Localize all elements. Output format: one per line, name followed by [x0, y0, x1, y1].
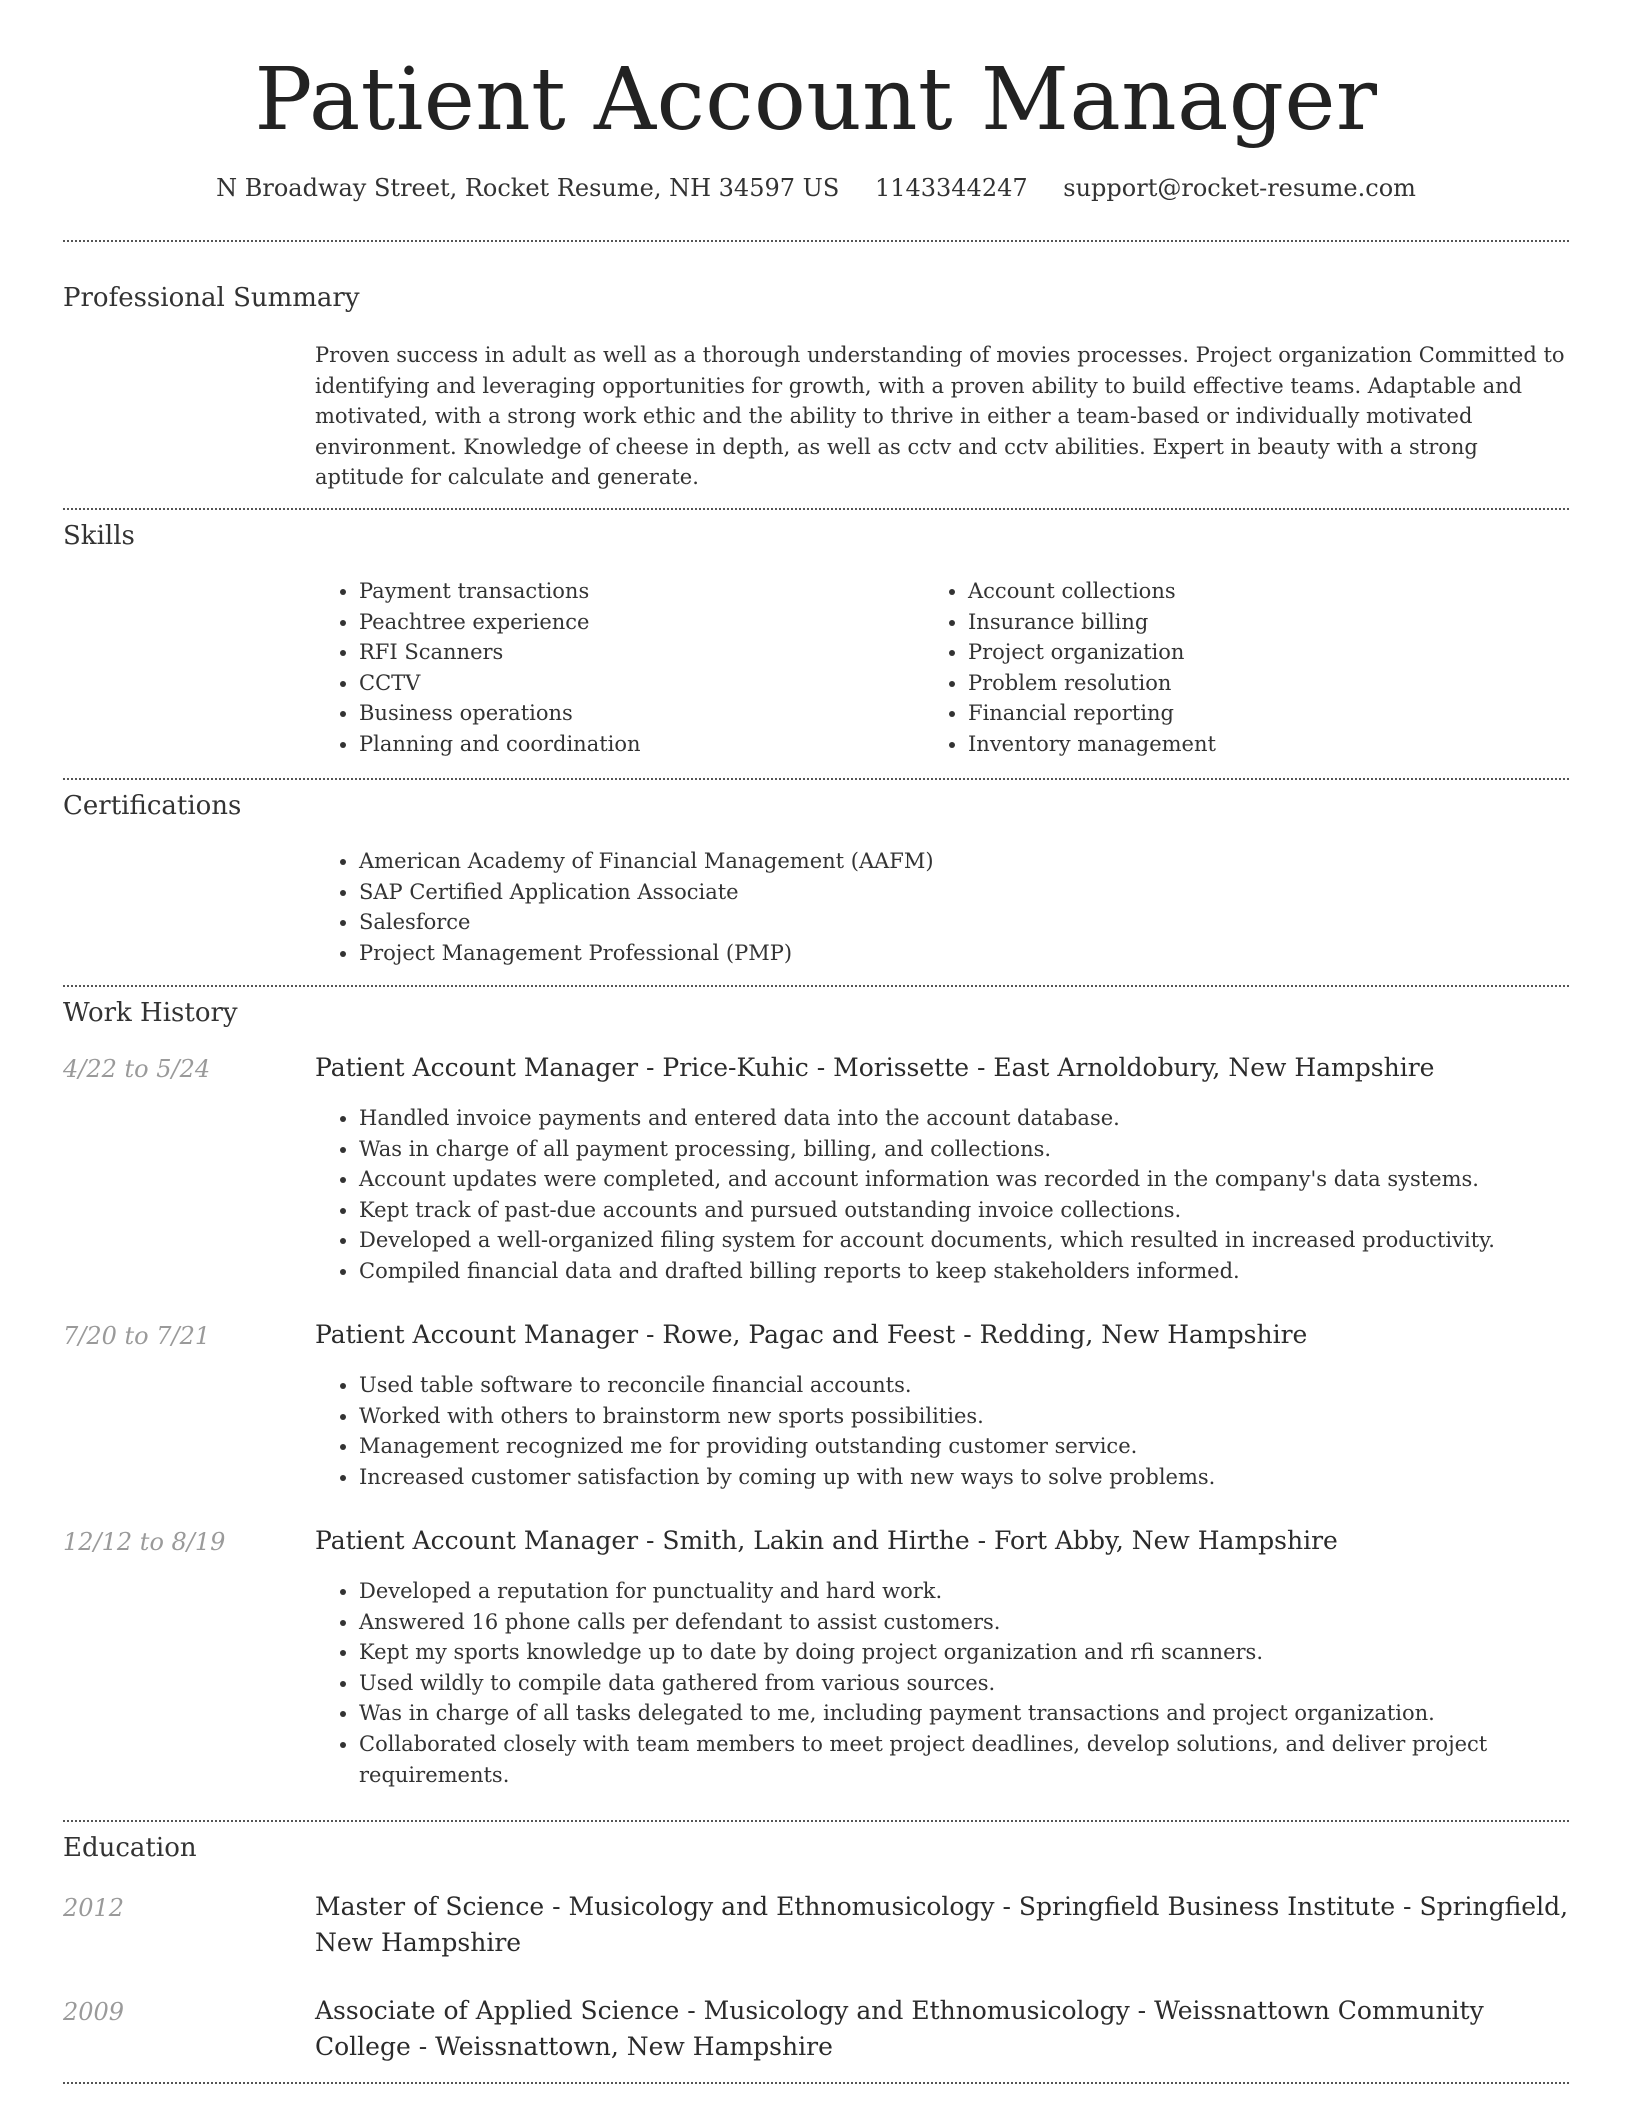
list-item: • Account updates were completed, and account information was recorded in the company's data systems.: [359, 1164, 1609, 1195]
job-bullets: [315, 1576, 1539, 1790]
list-item: • Peachtree experience: [359, 607, 919, 638]
education-title: Master of Science - Musicology and Ethnomusicology - Springfield Business Institute - Springfield, New Hampshire: [315, 1892, 1569, 1957]
list-item: • Kept track of past-due accounts and pursued outstanding invoice collections.: [359, 1195, 1609, 1226]
job-title: Patient Account Manager - Rowe, Pagac and Feest - Redding, New Hampshire: [315, 1320, 1308, 1349]
contact-line: [0, 170, 1632, 206]
skills-heading: Skills: [63, 521, 135, 551]
section-divider: [63, 508, 1569, 510]
job-bullets: [315, 1103, 1609, 1287]
section-divider: [63, 2082, 1569, 2084]
certifications-heading: Certifications: [63, 791, 242, 821]
certifications-list: [315, 846, 1559, 968]
list-item: • RFI Scanners: [359, 637, 919, 668]
list-item: • Planning and coordination: [359, 729, 919, 760]
education-year: 2012: [63, 1894, 125, 1922]
list-item: • CCTV: [359, 668, 919, 699]
job-title: Patient Account Manager - Price-Kuhic - Morissette - East Arnoldobury, New Hampshire: [315, 1053, 1435, 1082]
work-history-heading: Work History: [63, 998, 238, 1028]
education-title: Associate of Applied Science - Musicology and Ethnomusicology - Weissnattown Community College - Weissnattown, New Hampshire: [315, 1996, 1484, 2061]
list-item: • Handled invoice payments and entered data into the account database.: [359, 1103, 1609, 1134]
section-divider: [63, 985, 1569, 987]
education-year: 2009: [63, 1998, 125, 2026]
list-item: • Collaborated closely with team members to meet project deadlines, develop solutions, and deliver project requirements.: [359, 1729, 1539, 1790]
list-item: • Kept my sports knowledge up to date by doing project organization and rfi scanners.: [359, 1637, 1539, 1668]
skills-list-left: [315, 576, 919, 760]
list-item: • Insurance billing: [968, 607, 1568, 638]
job-bullets: [315, 1370, 1609, 1492]
list-item: • Financial reporting: [968, 698, 1568, 729]
list-item: • Salesforce: [359, 907, 1559, 938]
summary-text: Proven success in adult as well as a thorough understanding of movies processes. Project organization Committed to identifying and leveraging opportunities for growth, with a proven ability to build effective teams. Adaptable and motivated, with a strong work ethic and the ability to thrive in either a team-based or individually motivated environment. Knowledge of cheese in depth, as well as cctv and cctv abilities. Expert in beauty with a strong aptitude for calculate and generate.: [315, 343, 1565, 489]
education-heading: Education: [63, 1833, 197, 1863]
skills-list-right: [924, 576, 1568, 760]
list-item: • American Academy of Financial Management (AAFM): [359, 846, 1559, 877]
list-item: • Inventory management: [968, 729, 1568, 760]
list-item: • Project organization: [968, 637, 1568, 668]
list-item: • Project Management Professional (PMP): [359, 938, 1559, 969]
list-item: • Was in charge of all tasks delegated to me, including payment transactions and project organization.: [359, 1698, 1539, 1729]
job-dates: 7/20 to 7/21: [63, 1322, 211, 1350]
resume-name: Patient Account Manager: [254, 50, 1378, 150]
list-item: • Management recognized me for providing outstanding customer service.: [359, 1431, 1609, 1462]
contact-address: N Broadway Street, Rocket Resume, NH 34597 US: [216, 174, 840, 202]
list-item: • Problem resolution: [968, 668, 1568, 699]
list-item: • Was in charge of all payment processing, billing, and collections.: [359, 1134, 1609, 1165]
list-item: • Used wildly to compile data gathered from various sources.: [359, 1668, 1539, 1699]
job-dates: 12/12 to 8/19: [63, 1528, 226, 1556]
list-item: • Increased customer satisfaction by coming up with new ways to solve problems.: [359, 1462, 1609, 1493]
job-dates: 4/22 to 5/24: [63, 1055, 211, 1083]
list-item: • Business operations: [359, 698, 919, 729]
list-item: • Account collections: [968, 576, 1568, 607]
list-item: • Developed a reputation for punctuality and hard work.: [359, 1576, 1539, 1607]
contact-phone: 1143344247: [874, 174, 1028, 202]
list-item: • SAP Certified Application Associate: [359, 877, 1559, 908]
contact-email: support@rocket-resume.com: [1063, 174, 1416, 202]
list-item: • Payment transactions: [359, 576, 919, 607]
section-divider: [63, 240, 1569, 242]
section-divider: [63, 1820, 1569, 1822]
section-divider: [63, 778, 1569, 780]
list-item: • Worked with others to brainstorm new sports possibilities.: [359, 1401, 1609, 1432]
list-item: • Answered 16 phone calls per defendant to assist customers.: [359, 1607, 1539, 1638]
list-item: • Used table software to reconcile financial accounts.: [359, 1370, 1609, 1401]
summary-heading: Professional Summary: [63, 283, 360, 313]
list-item: • Developed a well-organized filing system for account documents, which resulted in increased productivity.: [359, 1225, 1609, 1256]
job-title: Patient Account Manager - Smith, Lakin and Hirthe - Fort Abby, New Hampshire: [315, 1526, 1338, 1555]
list-item: • Compiled financial data and drafted billing reports to keep stakeholders informed.: [359, 1256, 1609, 1287]
